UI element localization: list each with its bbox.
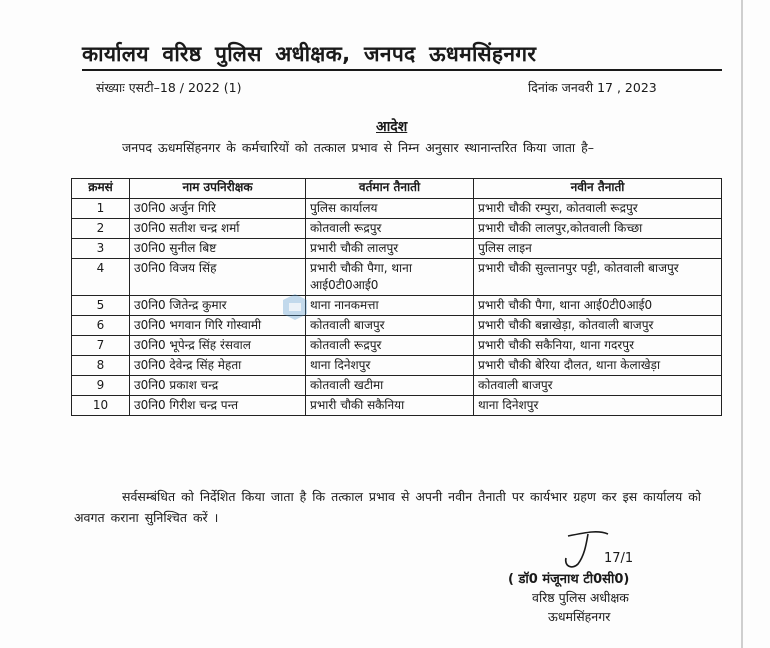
- cell-new-posting: प्रभारी चौकी बेरिया दौलत, थाना केलाखेड़ा: [474, 356, 722, 376]
- signature-mark: [558, 528, 648, 572]
- cell-serial: 6: [72, 316, 130, 336]
- order-date: दिनांक जनवरी 17 , 2023: [528, 80, 657, 95]
- order-heading: आदेश: [376, 119, 408, 135]
- cell-name: उ0नि0 सतीश चन्द्र शर्मा: [130, 219, 306, 239]
- signatory-designation: वरिष्ठ पुलिस अधीक्षक: [532, 590, 629, 605]
- cell-new-posting: प्रभारी चौकी सुल्तानपुर पट्टी, कोतवाली बाजपुर: [474, 259, 722, 296]
- cell-name: उ0नि0 विजय सिंह: [130, 259, 306, 296]
- reference-number: संख्याः एसटी–18 / 2022 (1): [96, 80, 242, 95]
- cell-serial: 2: [72, 219, 130, 239]
- header-new-posting: नवीन तैनाती: [474, 179, 722, 199]
- cell-name: उ0नि0 अर्जुन गिरि: [130, 199, 306, 219]
- cell-name: उ0नि0 प्रकाश चन्द्र: [130, 376, 306, 396]
- signature-date-mark: 17/1: [604, 551, 634, 566]
- header-serial: क्रमसं: [72, 179, 130, 199]
- cell-serial: 9: [72, 376, 130, 396]
- header-name: नाम उपनिरीक्षक: [130, 179, 306, 199]
- table-row: [72, 316, 722, 336]
- cell-serial: 7: [72, 336, 130, 356]
- cell-current-posting: प्रभारी चौकी सकैनिया: [306, 396, 474, 416]
- cell-serial: 8: [72, 356, 130, 376]
- cell-new-posting: प्रभारी चौकी रम्पुरा, कोतवाली रूद्रपुर: [474, 199, 722, 219]
- office-title: कार्यालय वरिष्ठ पुलिस अधीक्षक, जनपद ऊधमसिंहनगर: [82, 42, 537, 66]
- signatory-district: ऊधमसिंहनगर: [548, 609, 611, 624]
- cell-new-posting: प्रभारी चौकी बन्नाखेड़ा, कोतवाली बाजपुर: [474, 316, 722, 336]
- cell-name: उ0नि0 जितेन्द्र कुमार: [130, 296, 306, 316]
- title-underline: [82, 69, 722, 71]
- header-current-posting: वर्तमान तैनाती: [306, 179, 474, 199]
- cell-new-posting: पुलिस लाइन: [474, 239, 722, 259]
- cell-current-posting: पुलिस कार्यालय: [306, 199, 474, 219]
- cell-current-posting: थाना दिनेशपुर: [306, 356, 474, 376]
- cell-serial: 3: [72, 239, 130, 259]
- cell-name: उ0नि0 सुनील बिष्ट: [130, 239, 306, 259]
- page-edge: [741, 0, 743, 648]
- table-header-row: [72, 179, 722, 199]
- footer-instruction: सर्वसम्बंधित को निर्देशित किया जाता है कि तत्काल प्रभाव से अपनी नवीन तैनाती पर कार्यभार ग्रहण कर इस कार्यालय को अवगत कराना सुनिश्चित करें ।: [74, 489, 702, 525]
- cell-current-posting: थाना नानकमत्ता: [306, 296, 474, 316]
- cell-current-posting: प्रभारी चौकी पैगा, थाना आई0टी0आई0: [306, 259, 474, 296]
- watermark-logo-icon: [282, 293, 308, 321]
- cell-current-posting: कोतवाली रूद्रपुर: [306, 219, 474, 239]
- cell-current-posting: प्रभारी चौकी लालपुर: [306, 239, 474, 259]
- cell-current-posting: कोतवाली बाजपुर: [306, 316, 474, 336]
- table-row: [72, 376, 722, 396]
- cell-serial: 5: [72, 296, 130, 316]
- table-row: [72, 336, 722, 356]
- table-row: [72, 356, 722, 376]
- cell-serial: 10: [72, 396, 130, 416]
- cell-new-posting: प्रभारी चौकी सकैनिया, थाना गदरपुर: [474, 336, 722, 356]
- table-row: [72, 259, 722, 296]
- cell-current-posting: कोतवाली रूद्रपुर: [306, 336, 474, 356]
- table-row: [72, 219, 722, 239]
- table-row: [72, 296, 722, 316]
- cell-name: उ0नि0 भूपेन्द्र सिंह रंसवाल: [130, 336, 306, 356]
- order-intro: जनपद ऊधमसिंहनगर के कर्मचारियों को तत्काल प्रभाव से निम्न अनुसार स्थानान्तरित किया जाता है–: [122, 140, 595, 155]
- cell-name: उ0नि0 भगवान गिरि गोस्वामी: [130, 316, 306, 336]
- cell-new-posting: प्रभारी चौकी लालपुर,कोतवाली किच्छा: [474, 219, 722, 239]
- table-row: [72, 199, 722, 219]
- table-row: [72, 396, 722, 416]
- transfer-table: [71, 178, 722, 416]
- cell-name: उ0नि0 गिरीश चन्द्र पन्त: [130, 396, 306, 416]
- cell-name: उ0नि0 देवेन्द्र सिंह मेहता: [130, 356, 306, 376]
- cell-new-posting: थाना दिनेशपुर: [474, 396, 722, 416]
- signatory-name: ( डॉ0 मंजूनाथ टी0सी0): [508, 572, 630, 587]
- table-row: [72, 239, 722, 259]
- cell-current-posting: कोतवाली खटीमा: [306, 376, 474, 396]
- cell-serial: 4: [72, 259, 130, 296]
- cell-new-posting: कोतवाली बाजपुर: [474, 376, 722, 396]
- cell-new-posting: प्रभारी चौकी पैगा, थाना आई0टी0आई0: [474, 296, 722, 316]
- cell-serial: 1: [72, 199, 130, 219]
